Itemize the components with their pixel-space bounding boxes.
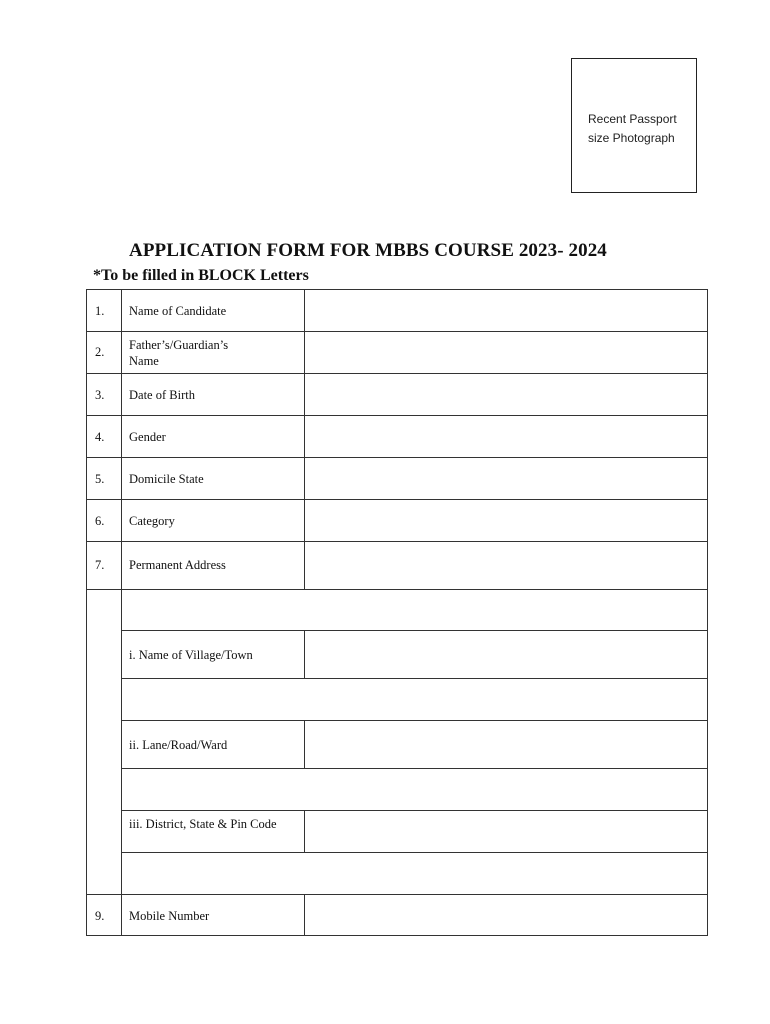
photo-box-line2: size Photograph	[588, 131, 675, 145]
column-divider	[304, 720, 305, 769]
row-divider	[87, 373, 707, 374]
permanent-address-field[interactable]	[306, 546, 710, 588]
gender-field[interactable]	[306, 420, 710, 456]
permanent-address-label: Permanent Address	[129, 558, 226, 572]
name-of-candidate-label: Name of Candidate	[129, 304, 227, 318]
category-field[interactable]	[306, 504, 710, 540]
row-divider	[87, 589, 707, 590]
column-divider	[304, 894, 305, 935]
category-label: Category	[129, 514, 175, 528]
row-divider	[121, 810, 707, 811]
row-number: 3.	[95, 388, 105, 402]
row-number: 2.	[95, 345, 105, 359]
lane-extra-field[interactable]	[122, 773, 711, 809]
mobile-number-label: Mobile Number	[129, 909, 210, 923]
fathers-guardians-name-field[interactable]	[306, 336, 710, 372]
district-extra-field[interactable]	[122, 857, 711, 893]
row-divider	[87, 541, 707, 542]
row-divider	[87, 457, 707, 458]
row-number: 9.	[95, 909, 105, 923]
row-divider	[87, 894, 707, 895]
row-divider	[87, 415, 707, 416]
date-of-birth-label: Date of Birth	[129, 388, 195, 402]
row-divider	[87, 331, 707, 332]
column-divider	[304, 630, 305, 679]
row-number: 7.	[95, 558, 105, 572]
fathers-guardians-name-label: Father’s/Guardian’s Name	[129, 338, 229, 368]
row-divider	[87, 499, 707, 500]
address-blank-field[interactable]	[122, 594, 711, 629]
row-number: 4.	[95, 430, 105, 444]
name-of-candidate-field[interactable]	[306, 294, 710, 330]
application-form-table	[86, 289, 708, 936]
row-divider	[121, 630, 707, 631]
gender-label: Gender	[129, 430, 166, 444]
form-title: APPLICATION FORM FOR MBBS COURSE 2023- 2024	[129, 240, 607, 261]
village-extra-field[interactable]	[122, 683, 711, 719]
row-divider	[121, 852, 707, 853]
passport-photo-box	[571, 58, 697, 193]
mobile-number-field[interactable]	[306, 899, 710, 934]
domicile-state-label: Domicile State	[129, 472, 204, 486]
row-divider	[121, 678, 707, 679]
row-number: 5.	[95, 472, 105, 486]
lane-road-ward-field[interactable]	[306, 725, 710, 767]
row-divider	[121, 720, 707, 721]
column-divider	[304, 810, 305, 853]
domicile-state-field[interactable]	[306, 462, 710, 498]
lane-road-ward-label: ii. Lane/Road/Ward	[129, 738, 228, 752]
form-subtitle: *To be filled in BLOCK Letters	[93, 267, 309, 284]
village-town-label: i. Name of Village/Town	[129, 648, 253, 662]
column-divider	[304, 290, 305, 590]
photo-box-line1: Recent Passport	[588, 112, 677, 126]
row-number: 1.	[95, 304, 105, 318]
date-of-birth-field[interactable]	[306, 378, 710, 414]
district-state-pin-label: iii. District, State & Pin Code	[129, 817, 277, 831]
district-state-pin-field[interactable]	[306, 815, 710, 851]
village-town-field[interactable]	[306, 635, 710, 677]
row-number: 6.	[95, 514, 105, 528]
row-divider	[121, 768, 707, 769]
